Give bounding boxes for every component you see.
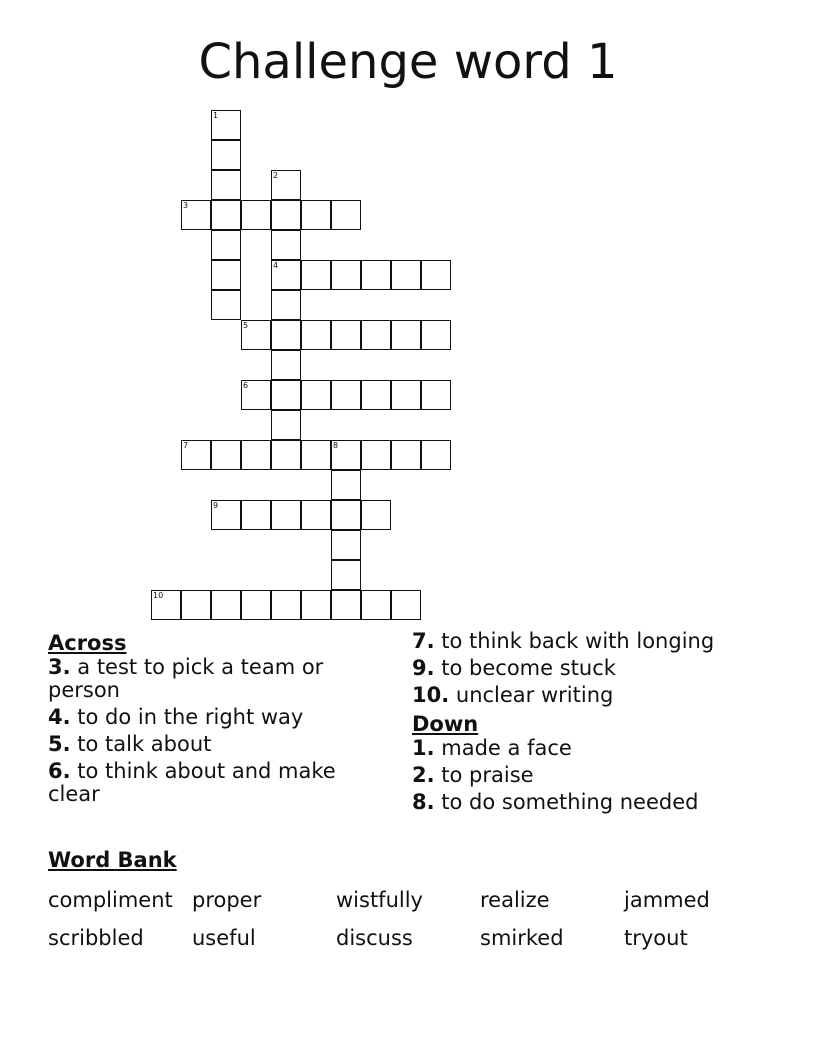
- clue-number: 3.: [48, 655, 71, 679]
- word-bank-word: realize: [480, 888, 550, 912]
- grid-cell[interactable]: [421, 260, 451, 290]
- clue-item: [48, 656, 348, 702]
- cell-number: 8: [333, 441, 339, 450]
- word-bank-word: proper: [192, 888, 262, 912]
- grid-cell[interactable]: [301, 440, 331, 470]
- grid-cell[interactable]: [181, 200, 211, 230]
- grid-cell[interactable]: [421, 320, 451, 350]
- cell-number: 6: [243, 381, 249, 390]
- clue-text: to do something needed: [441, 790, 699, 814]
- word-bank: [48, 847, 788, 957]
- grid-cell[interactable]: [331, 500, 361, 530]
- grid-cell[interactable]: [241, 320, 271, 350]
- clue-number: 10.: [412, 683, 450, 707]
- grid-cell[interactable]: [301, 590, 331, 620]
- word-bank-word: tryout: [624, 926, 688, 950]
- clue-number: 8.: [412, 790, 435, 814]
- grid-cell[interactable]: [211, 200, 241, 230]
- grid-cell[interactable]: [361, 440, 391, 470]
- word-bank-word: wistfully: [336, 888, 423, 912]
- cell-number: 5: [243, 321, 249, 330]
- grid-cell[interactable]: [391, 590, 421, 620]
- clue-text: a test to pick a team or person: [48, 655, 324, 702]
- grid-cell[interactable]: [421, 380, 451, 410]
- grid-cell[interactable]: [211, 140, 241, 170]
- word-bank-word: jammed: [624, 888, 710, 912]
- clue-item: [48, 706, 348, 729]
- grid-cell[interactable]: [181, 440, 211, 470]
- grid-cell[interactable]: [331, 320, 361, 350]
- grid-cell[interactable]: [211, 500, 241, 530]
- clues-column-right: [412, 630, 792, 818]
- grid-cell[interactable]: [331, 440, 361, 470]
- down-heading: Down: [412, 712, 479, 736]
- clue-item: [48, 760, 348, 806]
- cell-number: 4: [273, 261, 279, 270]
- grid-cell[interactable]: [271, 230, 301, 260]
- page-title: Challenge word 1: [198, 34, 618, 90]
- across-heading: Across: [48, 631, 127, 655]
- grid-cell[interactable]: [331, 260, 361, 290]
- grid-cell[interactable]: [391, 440, 421, 470]
- grid-cell[interactable]: [331, 530, 361, 560]
- grid-cell[interactable]: [301, 380, 331, 410]
- clue-item: [412, 657, 792, 680]
- word-bank-word: useful: [192, 926, 256, 950]
- grid-cell[interactable]: [421, 440, 451, 470]
- clue-text: to talk about: [77, 732, 212, 756]
- across-clue-list: [48, 656, 348, 806]
- grid-cell[interactable]: [301, 260, 331, 290]
- grid-cell[interactable]: [211, 440, 241, 470]
- clue-number: 1.: [412, 736, 435, 760]
- cell-number: 3: [183, 201, 189, 210]
- grid-cell[interactable]: [331, 470, 361, 500]
- clue-number: 6.: [48, 759, 71, 783]
- clue-text: to think about and make clear: [48, 759, 336, 806]
- clue-text: to do in the right way: [77, 705, 304, 729]
- grid-cell[interactable]: [361, 590, 391, 620]
- grid-cell[interactable]: [211, 170, 241, 200]
- cell-number: 9: [213, 501, 219, 510]
- cell-number: 1: [213, 111, 219, 120]
- clue-item: [412, 684, 792, 707]
- grid-cell[interactable]: [241, 380, 271, 410]
- grid-cell[interactable]: [211, 290, 241, 320]
- grid-cell[interactable]: [301, 500, 331, 530]
- clue-text: to praise: [441, 763, 534, 787]
- grid-cell[interactable]: [391, 260, 421, 290]
- grid-cell[interactable]: [181, 590, 211, 620]
- cell-number: 7: [183, 441, 189, 450]
- grid-cell[interactable]: [331, 590, 361, 620]
- grid-cell[interactable]: [271, 440, 301, 470]
- across-clue-list-continued: [412, 630, 792, 707]
- clue-item: [412, 791, 792, 814]
- grid-cell[interactable]: [271, 500, 301, 530]
- grid-cell[interactable]: [241, 200, 271, 230]
- grid-cell[interactable]: [331, 200, 361, 230]
- grid-cell[interactable]: [271, 410, 301, 440]
- clue-number: 9.: [412, 656, 435, 680]
- word-bank-word: discuss: [336, 926, 413, 950]
- grid-cell[interactable]: [211, 260, 241, 290]
- grid-cell[interactable]: [271, 200, 301, 230]
- grid-cell[interactable]: [271, 290, 301, 320]
- down-clue-list: [412, 737, 792, 814]
- grid-cell[interactable]: [271, 350, 301, 380]
- grid-cell[interactable]: [211, 590, 241, 620]
- clue-text: to think back with longing: [441, 629, 715, 653]
- grid-cell[interactable]: [271, 170, 301, 200]
- grid-cell[interactable]: [271, 380, 301, 410]
- grid-cell[interactable]: [151, 590, 181, 620]
- clue-text: unclear writing: [455, 683, 614, 707]
- grid-cell[interactable]: [271, 320, 301, 350]
- grid-cell[interactable]: [361, 320, 391, 350]
- clue-number: 4.: [48, 705, 71, 729]
- grid-cell[interactable]: [361, 380, 391, 410]
- grid-cell[interactable]: [391, 380, 421, 410]
- grid-cell[interactable]: [301, 320, 331, 350]
- grid-cell[interactable]: [241, 440, 271, 470]
- grid-cell[interactable]: [271, 260, 301, 290]
- clue-number: 5.: [48, 732, 71, 756]
- clue-number: 2.: [412, 763, 435, 787]
- clue-item: [412, 630, 792, 653]
- grid-cell[interactable]: [361, 500, 391, 530]
- cell-number: 10: [153, 591, 164, 600]
- grid-cell[interactable]: [391, 320, 421, 350]
- grid-cell[interactable]: [301, 200, 331, 230]
- clue-text: to become stuck: [441, 656, 616, 680]
- word-bank-word: compliment: [48, 888, 173, 912]
- clue-item: [412, 764, 792, 787]
- grid-cell[interactable]: [361, 260, 391, 290]
- grid-cell[interactable]: [331, 380, 361, 410]
- clue-text: made a face: [441, 736, 572, 760]
- grid-cell[interactable]: [241, 590, 271, 620]
- word-bank-words: [48, 881, 788, 957]
- clue-number: 7.: [412, 629, 435, 653]
- word-bank-word: scribbled: [48, 926, 144, 950]
- clue-item: [48, 733, 348, 756]
- clues-column-left: [48, 630, 348, 810]
- grid-cell[interactable]: [211, 110, 241, 140]
- word-bank-heading: Word Bank: [48, 848, 177, 872]
- grid-cell[interactable]: [331, 560, 361, 590]
- word-bank-word: smirked: [480, 926, 564, 950]
- grid-cell[interactable]: [241, 500, 271, 530]
- cell-number: 2: [273, 171, 279, 180]
- grid-cell[interactable]: [271, 590, 301, 620]
- clue-item: [412, 737, 792, 760]
- grid-cell[interactable]: [211, 230, 241, 260]
